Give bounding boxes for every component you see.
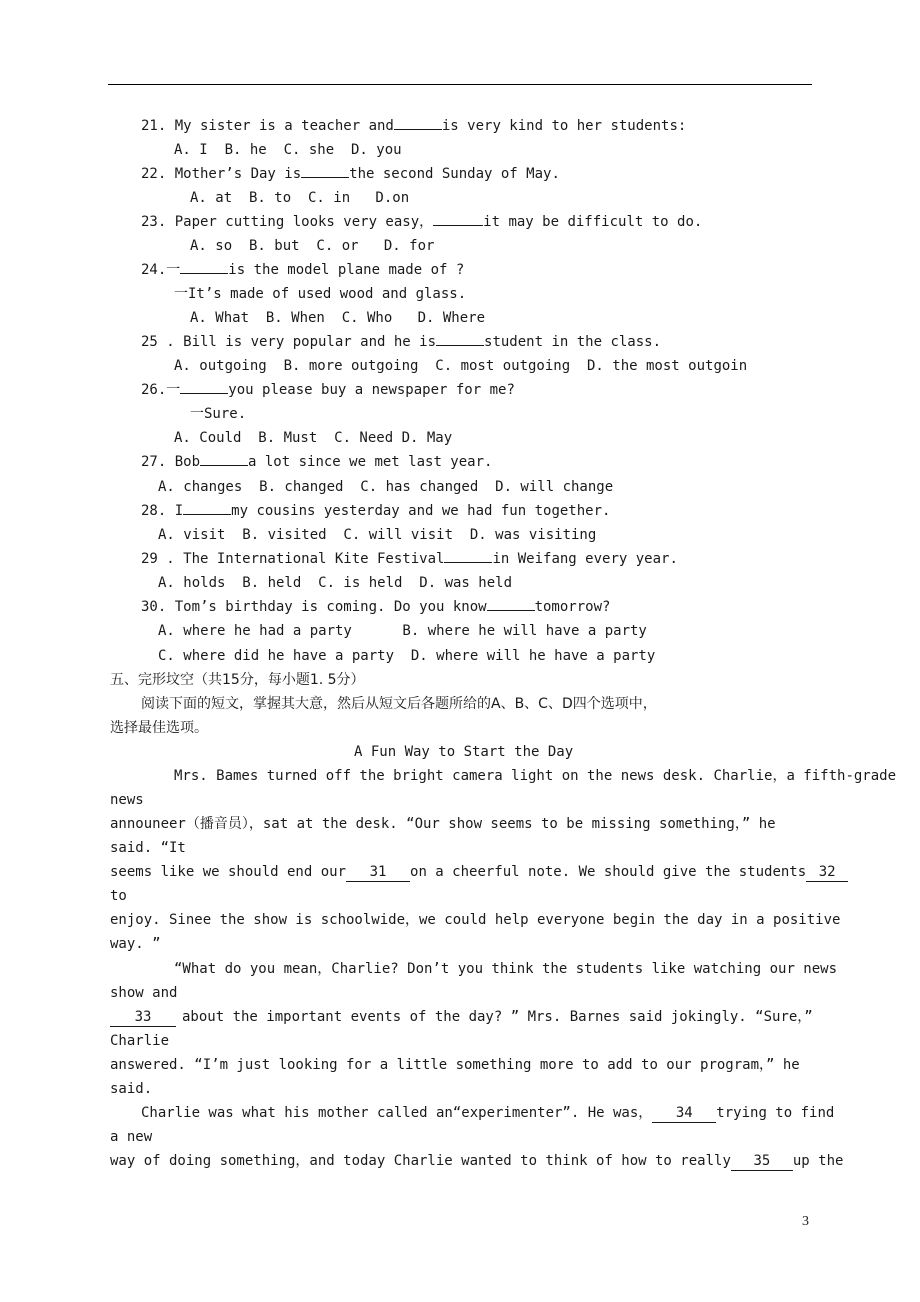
passage-line: news [110, 792, 144, 808]
answer-blank [433, 225, 483, 226]
passage-line: answered. “I’m just looking for a little something more to add to our program，” he [110, 1057, 800, 1073]
answer-blank [436, 345, 484, 346]
passage-line [141, 1101, 834, 1125]
passage-text: up the [792, 1153, 844, 1169]
question-text: 25 . Bill is very popular and he is [141, 334, 437, 350]
question-24-reply: 一It’s made of used wood and glass. [174, 286, 467, 302]
section-instruction-cont: 选择最佳选项。 [110, 720, 208, 736]
blank-33: 33 [110, 1008, 176, 1027]
passage-line: said. “It [110, 840, 186, 856]
question-27 [141, 450, 492, 474]
passage-text: Charlie was what his mother called an“experimenter”. He was， [141, 1105, 653, 1121]
question-text: you please buy a newspaper for me? [228, 382, 515, 398]
passage-line: Mrs. Bames turned off the bright camera light on the news desk. Charlie，a fifth-grade [174, 768, 897, 784]
question-text: 28. I [141, 503, 184, 519]
question-26-options: A. Could B. Must C. Need D. May [174, 430, 453, 446]
question-26-reply: 一Sure. [190, 406, 247, 422]
passage-line: “What do you mean，Charlie? Don’t you think the students like watching our news [174, 961, 838, 977]
passage-title: A Fun Way to Start the Day [354, 744, 574, 760]
question-25-options: A. outgoing B. more outgoing C. most outgoing D. the most outgoin [174, 358, 748, 374]
passage-line: said. [110, 1081, 153, 1097]
question-text: my cousins yesterday and we had fun together. [231, 503, 611, 519]
passage-line: enjoy. Sinee the show is schoolwide，we could help everyone begin the day in a positive [110, 912, 841, 928]
question-text: is the model plane made of ? [228, 262, 465, 278]
question-text: the second Sunday of May. [349, 166, 560, 182]
answer-blank [180, 273, 228, 274]
section-heading: 五、完形坟空（共15分，每小题1. 5分） [110, 672, 365, 688]
page-number: 3 [802, 1214, 809, 1229]
question-26 [141, 378, 515, 402]
question-23-options: A. so B. but C. or D. for [190, 238, 435, 254]
question-21-options: A. I B. he C. she D. you [174, 142, 402, 158]
answer-blank [301, 177, 349, 178]
blank-35: 35 [731, 1152, 793, 1171]
blank-32: 32 [806, 863, 848, 882]
passage-text: trying to find [716, 1105, 835, 1121]
question-23 [141, 210, 702, 234]
question-22 [141, 162, 560, 186]
header-rule [108, 84, 812, 85]
passage-text: about the important events of the day? ” Mrs. Barnes said jokingly. “Sure，” [182, 1009, 813, 1025]
section-instruction: 阅读下面的短文，掌握其大意，然后从短文后各题所给的A、B、C、D四个选项中， [141, 696, 657, 712]
question-30 [141, 595, 610, 619]
question-29-options: A. holds B. held C. is held D. was held [158, 575, 513, 591]
question-28 [141, 499, 610, 523]
passage-text: way of doing something，and today Charlie wanted to think of how to really [110, 1153, 731, 1169]
question-text: 30. Tom’s birthday is coming. Do you know [141, 599, 487, 615]
answer-blank [183, 514, 231, 515]
passage-line: way. ” [110, 936, 161, 952]
question-text: 22. Mother’s Day is [141, 166, 302, 182]
question-27-options: A. changes B. changed C. has changed D. will change [158, 479, 614, 495]
question-text: 27. Bob [141, 454, 201, 470]
blank-31: 31 [346, 863, 410, 882]
question-25 [141, 330, 661, 354]
answer-blank [487, 610, 535, 611]
question-text: a lot since we met last year. [248, 454, 493, 470]
question-text: tomorrow? [534, 599, 611, 615]
question-28-options: A. visit B. visited C. will visit D. was visiting [158, 527, 597, 543]
question-22-options: A. at B. to C. in D.on [190, 190, 410, 206]
question-30-options-2: C. where did he have a party D. where will he have a party [158, 648, 656, 664]
question-21 [141, 114, 686, 138]
question-24 [141, 258, 464, 282]
passage-line: show and [110, 985, 178, 1001]
passage-text: seems like we should end our [110, 864, 347, 880]
question-text: in Weifang every year. [492, 551, 678, 567]
question-30-options: A. where he had a party B. where he will have a party [158, 623, 647, 639]
passage-line [110, 860, 848, 884]
answer-blank [180, 393, 228, 394]
answer-blank [200, 465, 248, 466]
question-text: it may be difficult to do. [483, 214, 703, 230]
question-text: 26.一 [141, 382, 181, 398]
question-text: 21. My sister is a teacher and [141, 118, 394, 134]
question-text: student in the class. [484, 334, 662, 350]
question-text: 24.一 [141, 262, 181, 278]
passage-line: a new [110, 1129, 153, 1145]
passage-line [110, 1149, 843, 1173]
question-text: 29 . The International Kite Festival [141, 551, 445, 567]
question-text: 23. Paper cutting looks very easy， [141, 214, 434, 230]
passage-text: on a cheerful note. We should give the students [410, 864, 807, 880]
question-24-options: A. What B. When C. Who D. Where [190, 310, 486, 326]
passage-line [110, 1005, 813, 1029]
question-text: is very kind to her students: [441, 118, 687, 134]
question-29 [141, 547, 678, 571]
answer-blank [394, 129, 442, 130]
passage-line: to [110, 888, 127, 904]
blank-34: 34 [652, 1104, 716, 1123]
passage-line: announeer（播音员），sat at the desk. “Our show seems to be missing something，” he [110, 816, 776, 832]
passage-line: Charlie [110, 1033, 170, 1049]
answer-blank [444, 562, 492, 563]
